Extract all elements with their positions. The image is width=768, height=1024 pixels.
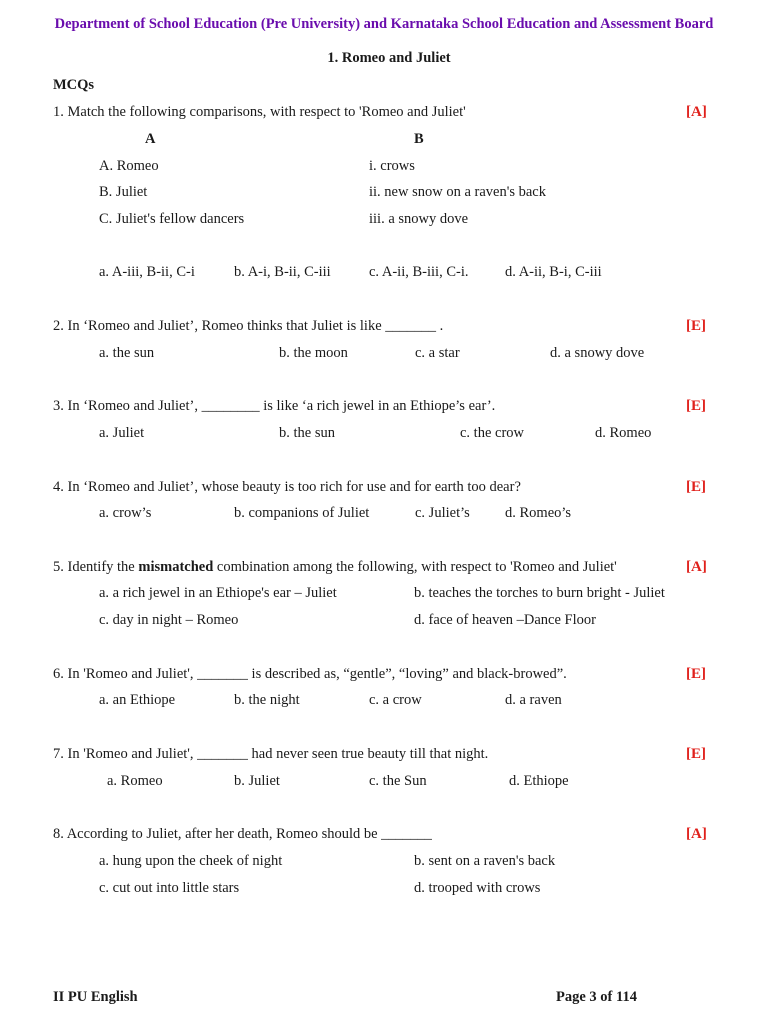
question-tag: [E]	[686, 746, 706, 762]
question-text: 4. In ‘Romeo and Juliet’, whose beauty is too rich for use and for earth too dear?	[53, 479, 521, 495]
question-tag: [A]	[686, 559, 707, 575]
question-text-pre: 5. Identify the	[53, 559, 139, 575]
question-text: 2. In ‘Romeo and Juliet’, Romeo thinks that Juliet is like _______ .	[53, 318, 444, 334]
option-d: d. Romeo	[595, 425, 652, 441]
option-b: b. teaches the torches to burn bright - Juliet	[414, 585, 665, 601]
option-b: b. the night	[234, 692, 300, 708]
option-b: b. Juliet	[234, 773, 280, 789]
option-c: c. A-ii, B-iii, C-i.	[369, 264, 469, 280]
match-left-item: A. Romeo	[99, 158, 159, 174]
option-a: a. a rich jewel in an Ethiope's ear – Juliet	[99, 585, 337, 601]
option-a: a. A-iii, B-ii, C-i	[99, 264, 195, 280]
option-d: d. Ethiope	[509, 773, 569, 789]
question-text	[53, 559, 617, 576]
option-d: d. Romeo’s	[505, 505, 572, 521]
question-tag: [E]	[686, 666, 706, 682]
option-a: a. Romeo	[107, 773, 163, 789]
option-d: d. trooped with crows	[414, 880, 541, 896]
option-b: b. the sun	[279, 425, 335, 441]
option-c: c. Juliet’s	[415, 505, 470, 521]
match-left-item: B. Juliet	[99, 184, 148, 200]
option-d: d. face of heaven –Dance Floor	[414, 612, 596, 628]
column-b-header: B	[414, 131, 424, 147]
option-b: b. sent on a raven's back	[414, 853, 556, 869]
question-text-emphasis: mismatched	[138, 559, 214, 575]
question-text: 7. In 'Romeo and Juliet', _______ had never seen true beauty till that night.	[53, 746, 489, 762]
section-heading: MCQs	[53, 77, 95, 93]
option-c: c. a star	[415, 345, 460, 361]
option-a: a. crow’s	[99, 505, 152, 521]
question-text-post: combination among the following, with respect to 'Romeo and Juliet'	[213, 559, 617, 575]
question-text: 8. According to Juliet, after her death, Romeo should be _______	[53, 826, 432, 842]
footer-course: II PU English	[53, 989, 138, 1005]
option-c: c. day in night – Romeo	[99, 612, 239, 628]
option-a: a. an Ethiope	[99, 692, 176, 708]
footer-page-number: Page 3 of 114	[556, 989, 637, 1005]
question-tag: [A]	[686, 104, 707, 120]
option-c: c. cut out into little stars	[99, 880, 240, 896]
question-tag: [A]	[686, 826, 707, 842]
match-right-item: ii. new snow on a raven's back	[369, 184, 546, 200]
question-text: 6. In 'Romeo and Juliet', _______ is described as, “gentle”, “loving” and black-browed”.	[53, 666, 567, 682]
option-b: b. companions of Juliet	[234, 505, 370, 521]
option-a: a. Juliet	[99, 425, 145, 441]
option-c: c. the Sun	[369, 773, 427, 789]
question-tag: [E]	[686, 398, 706, 414]
option-c: c. the crow	[460, 425, 525, 441]
option-a: a. the sun	[99, 345, 155, 361]
question-tag: [E]	[686, 318, 706, 334]
option-c: c. a crow	[369, 692, 422, 708]
match-left-item: C. Juliet's fellow dancers	[99, 211, 245, 227]
question-text: 1. Match the following comparisons, with respect to 'Romeo and Juliet'	[53, 104, 466, 120]
option-a: a. hung upon the cheek of night	[99, 853, 283, 869]
match-right-item: iii. a snowy dove	[369, 211, 469, 227]
question-tag: [E]	[686, 479, 706, 495]
option-d: d. a snowy dove	[550, 345, 645, 361]
page-header: Department of School Education (Pre University) and Karnataka School Education and Assessment Board	[54, 16, 714, 32]
column-a-header: A	[145, 131, 156, 147]
chapter-title: 1. Romeo and Juliet	[327, 50, 451, 66]
option-b: b. the moon	[279, 345, 348, 361]
question-text: 3. In ‘Romeo and Juliet’, ________ is like ‘a rich jewel in an Ethiope’s ear’.	[53, 398, 496, 414]
option-d: d. a raven	[505, 692, 562, 708]
option-b: b. A-i, B-ii, C-iii	[234, 264, 331, 280]
option-d: d. A-ii, B-i, C-iii	[505, 264, 602, 280]
match-right-item: i. crows	[369, 158, 415, 174]
